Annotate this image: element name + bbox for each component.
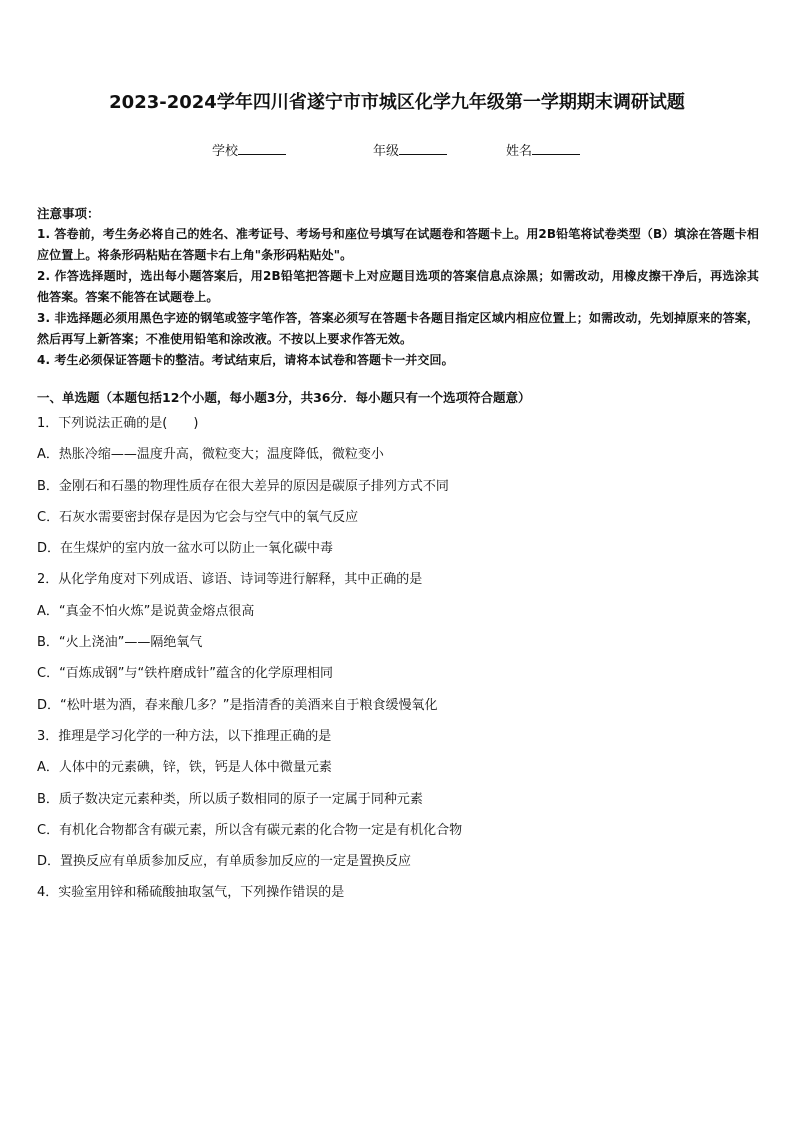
question-option: A．热胀冷缩——温度升高，微粒变大；温度降低，微粒变小 (37, 447, 384, 463)
school-label: 学校 (212, 144, 239, 159)
school-blank (238, 142, 286, 155)
grade-blank (399, 142, 447, 155)
question-option: D．“松叶堪为酒，春来酿几多？”是指清香的美酒来自于粮食缓慢氧化 (37, 697, 438, 713)
exam-notes (37, 203, 759, 371)
name-field (506, 140, 580, 159)
question-option: B．金刚石和石墨的物理性质存在很大差异的原因是碳原子排列方式不同 (37, 478, 449, 494)
notes-item: 3. 非选择题必须用黑色字迹的钢笔或签字笔作答，答案必须写在答题卡各题目指定区域内相应位置上；如需改动，先划掉原来的答案，然后再写上新答案；不准使用铅笔和涂改液。不按以上要求作答无效。 (37, 311, 759, 346)
question-option: C．有机化合物都含有碳元素，所以含有碳元素的化合物一定是有机化合物 (37, 822, 463, 838)
grade-field (373, 140, 447, 159)
question-stem: 1．下列说法正确的是( ) (37, 416, 199, 431)
question-option: A．“真金不怕火炼”是说黄金熔点很高 (37, 603, 255, 619)
student-info-row (0, 140, 794, 160)
question-option: C．“百炼成钢”与“铁杵磨成针”蕴含的化学原理相同 (37, 666, 334, 682)
question-option: D．置换反应有单质参加反应，有单质参加反应的一定是置换反应 (37, 854, 412, 870)
question-option: A．人体中的元素碘，锌，铁，钙是人体中微量元素 (37, 760, 332, 776)
question-option: D．在生煤炉的室内放一盆水可以防止一氧化碳中毒 (37, 541, 334, 557)
question-option: B．质子数决定元素种类，所以质子数相同的原子一定属于同种元素 (37, 791, 423, 807)
grade-label: 年级 (373, 144, 400, 159)
notes-heading: 注意事项： (37, 206, 100, 221)
question-option: C．石灰水需要密封保存是因为它会与空气中的氧气反应 (37, 509, 359, 525)
question-stem: 2．从化学角度对下列成语、谚语、诗词等进行解释，其中正确的是 (37, 572, 423, 588)
name-label: 姓名 (506, 144, 533, 159)
name-blank (532, 142, 580, 155)
question-stem: 3．推理是学习化学的一种方法，以下推理正确的是 (37, 728, 332, 744)
question-list (37, 412, 759, 913)
question-option: B．“火上浇油”——隔绝氧气 (37, 635, 203, 651)
notes-item: 1. 答卷前，考生务必将自己的姓名、准考证号、考场号和座位号填写在试题卷和答题卡上。用2B铅笔将试卷类型（B）填涂在答题卡相应位置上。将条形码粘贴在答题卡右上角"条形码粘贴处"。 (37, 227, 759, 262)
school-field (212, 140, 286, 159)
notes-item: 2. 作答选择题时，选出每小题答案后，用2B铅笔把答题卡上对应题目选项的答案信息点涂黑；如需改动，用橡皮擦干净后，再选涂其他答案。答案不能答在试题卷上。 (37, 269, 759, 304)
notes-item: 4. 考生必须保证答题卡的整洁。考试结束后，请将本试卷和答题卡一并交回。 (37, 353, 454, 367)
section-heading: 一、单选题（本题包括12个小题，每小题3分，共36分．每小题只有一个选项符合题意） (37, 390, 531, 405)
question-stem: 4．实验室用锌和稀硫酸抽取氢气，下列操作错误的是 (37, 885, 345, 901)
page-title: 2023-2024学年四川省遂宁市市城区化学九年级第一学期期末调研试题 (109, 92, 685, 113)
